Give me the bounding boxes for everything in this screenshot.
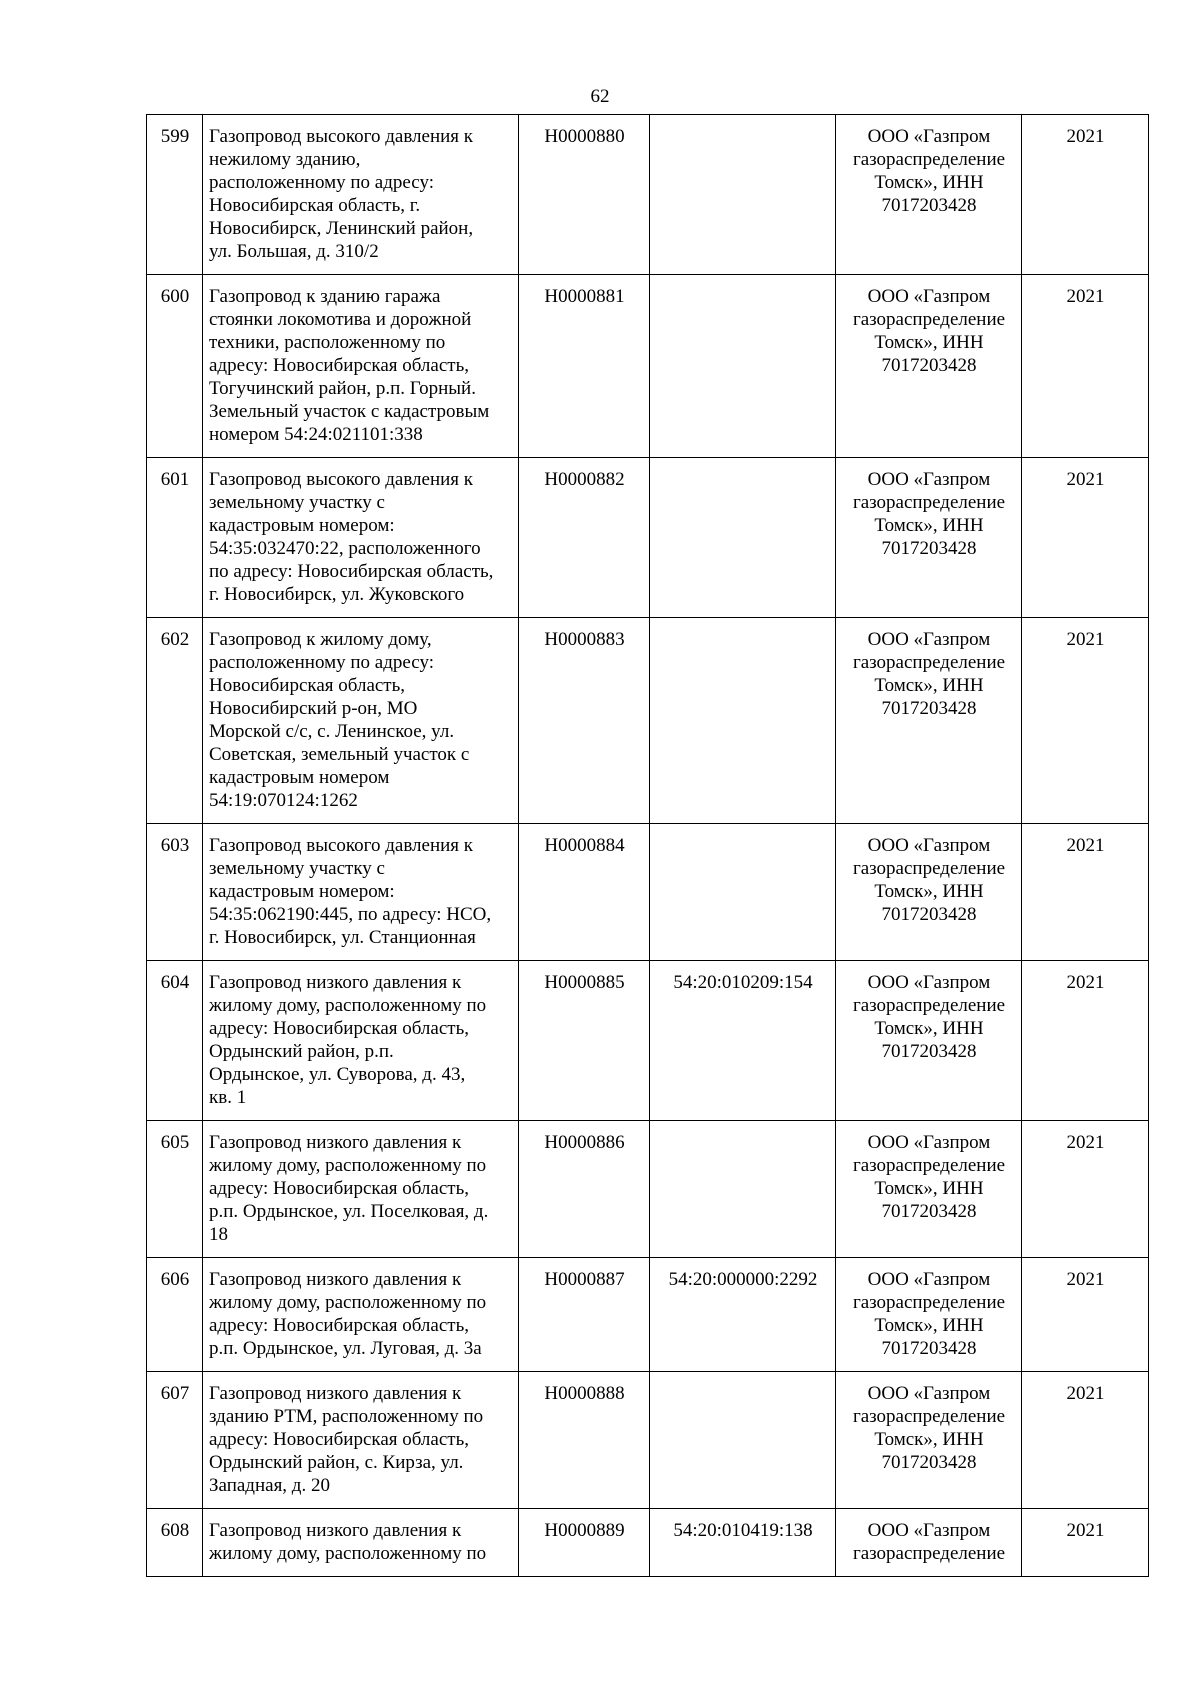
organization-line: 7017203428 [881,1452,977,1473]
organization-cell [836,961,1022,1121]
organization-cell [836,824,1022,961]
description-line: по адресу: Новосибирская область, [209,561,494,582]
row-number-cell: 601 [147,458,203,618]
description-line: 54:19:070124:1262 [209,790,358,811]
organization-line: Томск», ИНН [874,515,984,536]
description-cell [203,824,519,961]
table-row [147,115,1149,275]
organization-cell [836,618,1022,824]
description-line: Новосибирский р-он, МО [209,698,418,719]
description-line: Новосибирск, Ленинский район, [209,218,474,239]
year-cell: 2021 [1022,1509,1149,1577]
organization-cell [836,275,1022,458]
table-row [147,1258,1149,1372]
description-line: адресу: Новосибирская область, [209,1178,469,1199]
description-line: Ордынское, ул. Суворова, д. 43, [209,1064,466,1085]
inventory-number-cell: Н0000886 [519,1121,650,1258]
organization-line: газораспределение [852,1406,1006,1427]
table-row [147,961,1149,1121]
organization-line: Томск», ИНН [874,675,984,696]
inventory-number-cell: Н0000881 [519,275,650,458]
description-line: Новосибирская область, г. [209,195,421,216]
description-line: Ордынский район, р.п. [209,1041,394,1062]
organization-line: ООО «Газпром [867,1269,991,1290]
description-cell [203,961,519,1121]
year-cell: 2021 [1022,1258,1149,1372]
organization-cell [836,1121,1022,1258]
row-number-cell: 608 [147,1509,203,1577]
year-cell: 2021 [1022,824,1149,961]
description-line: р.п. Ордынское, ул. Луговая, д. 3а [209,1338,482,1359]
organization-line: 7017203428 [881,355,977,376]
organization-line: ООО «Газпром [867,629,991,650]
cadastral-number-cell: 54:20:010209:154 [650,961,836,1121]
organization-line: ООО «Газпром [867,1520,991,1541]
description-line: Газопровод к зданию гаража [209,286,441,307]
description-line: 54:35:032470:22, расположенного [209,538,481,559]
table-row [147,1372,1149,1509]
description-line: Советская, земельный участок с [209,744,470,765]
organization-line: ООО «Газпром [867,469,991,490]
organization-cell [836,1509,1022,1577]
description-line: Ордынский район, с. Кирза, ул. [209,1452,464,1473]
organization-line: 7017203428 [881,1201,977,1222]
description-line: земельному участку с [209,492,385,513]
description-line: Газопровод низкого давления к [209,1520,462,1541]
organization-line: 7017203428 [881,538,977,559]
description-line: Новосибирская область, [209,675,406,696]
description-line: кв. 1 [209,1087,247,1108]
description-line: Газопровод высокого давления к [209,126,474,147]
description-line: жилому дому, расположенному по [209,1543,487,1564]
description-line: жилому дому, расположенному по [209,1292,487,1313]
year-cell: 2021 [1022,1372,1149,1509]
organization-cell [836,115,1022,275]
description-line: кадастровым номером [209,767,390,788]
description-line: Газопровод низкого давления к [209,1383,462,1404]
organization-line: Томск», ИНН [874,1018,984,1039]
organization-line: газораспределение [852,858,1006,879]
description-cell [203,275,519,458]
organization-line: 7017203428 [881,904,977,925]
description-cell [203,1258,519,1372]
inventory-number-cell: Н0000889 [519,1509,650,1577]
row-number-cell: 605 [147,1121,203,1258]
description-line: адресу: Новосибирская область, [209,1315,469,1336]
description-cell [203,1121,519,1258]
registry-table-body [147,115,1149,1577]
description-line: техники, расположенному по [209,332,446,353]
organization-line: Томск», ИНН [874,881,984,902]
organization-line: газораспределение [852,995,1006,1016]
cadastral-number-cell: 54:20:010419:138 [650,1509,836,1577]
description-line: Газопровод низкого давления к [209,1269,462,1290]
inventory-number-cell: Н0000883 [519,618,650,824]
cadastral-number-cell [650,1121,836,1258]
row-number-cell: 604 [147,961,203,1121]
description-line: адресу: Новосибирская область, [209,1429,469,1450]
inventory-number-cell: Н0000884 [519,824,650,961]
organization-cell [836,458,1022,618]
description-line: адресу: Новосибирская область, [209,355,469,376]
organization-line: ООО «Газпром [867,972,991,993]
description-line: расположенному по адресу: [209,652,434,673]
organization-line: газораспределение [852,1155,1006,1176]
organization-line: Томск», ИНН [874,1429,984,1450]
row-number-cell: 602 [147,618,203,824]
organization-line: ООО «Газпром [867,1132,991,1153]
organization-line: Томск», ИНН [874,1315,984,1336]
cadastral-number-cell [650,824,836,961]
organization-line: газораспределение [852,492,1006,513]
organization-line: ООО «Газпром [867,126,991,147]
description-line: кадастровым номером: [209,881,395,902]
description-line: Морской с/с, с. Ленинское, ул. [209,721,455,742]
row-number-cell: 607 [147,1372,203,1509]
year-cell: 2021 [1022,618,1149,824]
description-line: стоянки локомотива и дорожной [209,309,472,330]
cadastral-number-cell: 54:20:000000:2292 [650,1258,836,1372]
description-line: Тогучинский район, р.п. Горный. [209,378,476,399]
table-row [147,618,1149,824]
organization-line: Томск», ИНН [874,1178,984,1199]
table-row [147,458,1149,618]
description-line: адресу: Новосибирская область, [209,1018,469,1039]
organization-line: 7017203428 [881,698,977,719]
year-cell: 2021 [1022,1121,1149,1258]
cadastral-number-cell [650,618,836,824]
organization-line: ООО «Газпром [867,835,991,856]
description-line: 18 [209,1224,228,1245]
year-cell: 2021 [1022,115,1149,275]
cadastral-number-cell [650,458,836,618]
registry-table [146,114,1149,1577]
year-cell: 2021 [1022,458,1149,618]
organization-line: 7017203428 [881,195,977,216]
description-line: Газопровод высокого давления к [209,835,474,856]
description-line: нежилому зданию, [209,149,361,170]
description-line: Западная, д. 20 [209,1475,330,1496]
inventory-number-cell: Н0000885 [519,961,650,1121]
cadastral-number-cell [650,115,836,275]
organization-line: ООО «Газпром [867,286,991,307]
description-line: Газопровод низкого давления к [209,1132,462,1153]
description-line: номером 54:24:021101:338 [209,424,423,445]
organization-cell [836,1372,1022,1509]
page-number: 62 [590,86,610,107]
description-line: р.п. Ордынское, ул. Поселковая, д. [209,1201,489,1222]
organization-cell [836,1258,1022,1372]
organization-line: 7017203428 [881,1041,977,1062]
year-cell: 2021 [1022,275,1149,458]
description-cell [203,1509,519,1577]
inventory-number-cell: Н0000887 [519,1258,650,1372]
row-number-cell: 606 [147,1258,203,1372]
description-line: зданию РТМ, расположенному по [209,1406,484,1427]
table-row [147,1509,1149,1577]
organization-line: газораспределение [852,149,1006,170]
inventory-number-cell: Н0000880 [519,115,650,275]
organization-line: газораспределение [852,1292,1006,1313]
description-cell [203,115,519,275]
cadastral-number-cell [650,1372,836,1509]
organization-line: Томск», ИНН [874,332,984,353]
organization-line: Томск», ИНН [874,172,984,193]
organization-line: газораспределение [852,652,1006,673]
table-row [147,824,1149,961]
organization-line: ООО «Газпром [867,1383,991,1404]
description-line: г. Новосибирск, ул. Жуковского [209,584,465,605]
description-line: кадастровым номером: [209,515,395,536]
inventory-number-cell: Н0000882 [519,458,650,618]
description-line: ул. Большая, д. 310/2 [209,241,379,262]
description-line: жилому дому, расположенному по [209,1155,487,1176]
description-line: 54:35:062190:445, по адресу: НСО, [209,904,492,925]
description-cell [203,458,519,618]
description-cell [203,1372,519,1509]
row-number-cell: 603 [147,824,203,961]
organization-line: газораспределение [852,1543,1006,1564]
description-line: Газопровод высокого давления к [209,469,474,490]
description-line: Газопровод низкого давления к [209,972,462,993]
table-row [147,1121,1149,1258]
description-line: жилому дому, расположенному по [209,995,487,1016]
inventory-number-cell: Н0000888 [519,1372,650,1509]
table-row [147,275,1149,458]
description-line: расположенному по адресу: [209,172,434,193]
organization-line: газораспределение [852,309,1006,330]
description-cell [203,618,519,824]
description-line: Газопровод к жилому дому, [209,629,432,650]
description-line: земельному участку с [209,858,385,879]
description-line: г. Новосибирск, ул. Станционная [209,927,476,948]
description-line: Земельный участок с кадастровым [209,401,490,422]
year-cell: 2021 [1022,961,1149,1121]
row-number-cell: 599 [147,115,203,275]
cadastral-number-cell [650,275,836,458]
row-number-cell: 600 [147,275,203,458]
organization-line: 7017203428 [881,1338,977,1359]
